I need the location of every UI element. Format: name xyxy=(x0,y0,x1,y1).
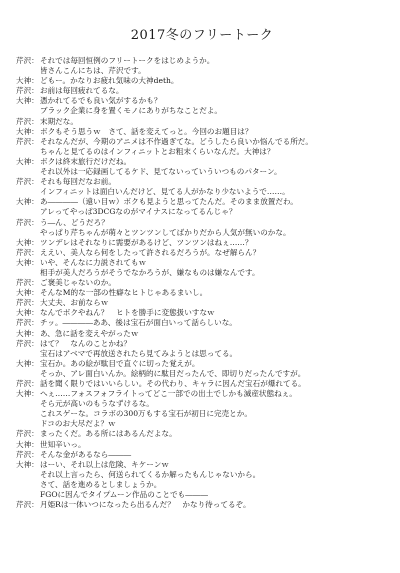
dialogue-text: アレってやっぱ3DCGなのがマイナスになってるんじゃ？ xyxy=(40,207,237,217)
speaker-label: 芹沢： xyxy=(16,177,39,187)
speaker-label: 大神： xyxy=(16,439,39,449)
dialogue-line xyxy=(16,470,388,480)
dialogue-line xyxy=(16,369,388,379)
dialogue-line xyxy=(16,389,388,399)
dialogue-line xyxy=(16,147,388,157)
dialogue-line xyxy=(16,399,388,409)
dialogue-line xyxy=(16,167,388,177)
dialogue-text: そっか、アレ面白いんか。絵柄的に駄目だったんで、即切りだったんですが。 xyxy=(40,368,306,378)
dialogue-text: 大丈夫、お前ならｗ xyxy=(40,298,109,308)
page-title: 2017冬のフリートーク xyxy=(130,28,274,43)
speaker-label: 大神： xyxy=(16,308,39,318)
speaker-label xyxy=(16,490,40,500)
dialogue-line xyxy=(16,187,388,197)
speaker-label: 大神： xyxy=(16,156,39,166)
dialogue-text: いや、そんなに力説されてもｗ xyxy=(40,257,147,267)
dialogue-line xyxy=(16,359,388,369)
speaker-label: 大神： xyxy=(16,96,39,106)
dialogue-text: FGOに因んでタイプムーン作品のことでも――― xyxy=(40,490,208,500)
speaker-label: 大神： xyxy=(16,257,39,267)
speaker-label xyxy=(16,369,40,379)
speaker-label: 大神： xyxy=(16,389,39,399)
dialogue-line xyxy=(16,349,388,359)
dialogue-line xyxy=(16,137,388,147)
dialogue-line xyxy=(16,56,388,66)
speaker-label: 芹沢： xyxy=(16,217,39,227)
dialogue-line xyxy=(16,278,388,288)
dialogue-line xyxy=(16,228,388,238)
dialogue-line xyxy=(16,329,388,339)
dialogue-line xyxy=(16,177,388,187)
dialogue-line xyxy=(16,207,388,217)
speaker-label: 芹沢： xyxy=(16,298,39,308)
dialogue-text: どもー。かなりお疲れ気味の大神deth。 xyxy=(40,76,179,86)
dialogue-line xyxy=(16,429,388,439)
dialogue-text: ブラック企業に身を置くモノにありがちなことだよ。 xyxy=(40,106,223,116)
dialogue-text: そら元が高いのもうなずけるな。 xyxy=(40,399,154,409)
dialogue-text: それでは毎回恒例のフリートークをはじめようか。 xyxy=(40,56,215,65)
dialogue-line xyxy=(16,268,388,278)
speaker-label xyxy=(16,399,40,409)
speaker-label: 大神： xyxy=(16,76,39,86)
dialogue-line xyxy=(16,490,388,500)
dialogue-text: ちゃんと見てるのはインフィニットとお粗末くらいなんだ。大神は？ xyxy=(40,146,275,156)
speaker-label: 芹沢： xyxy=(16,278,39,288)
dialogue-line xyxy=(16,308,388,318)
dialogue-text: そんなM的な一部の性癖なヒトじゃあるまいし。 xyxy=(40,288,208,298)
dialogue-text: さて、話を進めるとしましょうか。 xyxy=(40,479,162,489)
dialogue-text: お前は毎回疲れてるな。 xyxy=(40,86,124,96)
dialogue-text: チッ。――――ああ、後は宝石が面白いって話らしいな。 xyxy=(40,318,237,328)
dialogue-text: 憑かれてるでも良い気がするかも？ xyxy=(40,96,162,106)
dialogue-line xyxy=(16,450,388,460)
dialogue-line xyxy=(16,248,388,258)
dialogue-text: ツンデレはそれなりに需要があるけど、ツンツンはねぇ……？ xyxy=(40,237,253,247)
dialogue-line xyxy=(16,440,388,450)
dialogue-text: それも毎回だなお前。 xyxy=(40,177,116,187)
dialogue-line xyxy=(16,339,388,349)
dialogue-text: 話を聞く限りではいいらしい。その代わり、キャラに因んだ宝石が爆れてる。 xyxy=(40,379,306,388)
speaker-label xyxy=(16,349,40,359)
dialogue-text: はーい、それ以上は危険、キケーンｗ xyxy=(40,459,169,469)
speaker-label xyxy=(16,167,40,177)
dialogue-text: まったくだ。ある所にはあるんだよな。 xyxy=(40,429,177,439)
dialogue-line xyxy=(16,127,388,137)
dialogue-text: ボクは終末旅行だけだね。 xyxy=(40,156,132,166)
dialogue-text: ボクもそう思うｗ さて、話を変えてっと。今回のお題目は？ xyxy=(40,126,253,136)
dialogue-text: あ――――（遠い目ｗ）ボクも見ようと思ってたんだ。そのまま放置だわ。 xyxy=(40,197,298,207)
speaker-label xyxy=(16,419,40,429)
speaker-label: 大神： xyxy=(16,237,39,247)
dialogue-text: う―ん、どうだろ？ xyxy=(40,217,109,227)
speaker-label: 芹沢： xyxy=(16,500,39,510)
dialogue-line xyxy=(16,298,388,308)
speaker-label: 芹沢： xyxy=(16,338,39,348)
dialogue-text: 相手が美人だろうがそうでなかろうが、嫌なものは嫌なんです。 xyxy=(40,267,260,277)
dialogue-line xyxy=(16,157,388,167)
dialogue-text: はて？ なんのことかね？ xyxy=(40,338,132,348)
speaker-label xyxy=(16,409,40,419)
speaker-label: 大神： xyxy=(16,328,39,338)
dialogue-text: 末期だな。 xyxy=(40,116,78,126)
speaker-label: 芹沢： xyxy=(16,56,39,65)
dialogue-line xyxy=(16,66,388,76)
speaker-label: 芹沢： xyxy=(16,136,39,146)
dialogue-body xyxy=(16,56,388,510)
speaker-label: 芹沢： xyxy=(16,379,39,388)
dialogue-text: 世知辛いっ。 xyxy=(40,439,86,449)
dialogue-line xyxy=(16,117,388,127)
dialogue-line xyxy=(16,480,388,490)
dialogue-line xyxy=(16,258,388,268)
dialogue-line xyxy=(16,288,388,298)
dialogue-text: 皆さんこんにちは、芹沢です。 xyxy=(40,66,146,76)
dialogue-line xyxy=(16,218,388,228)
dialogue-line xyxy=(16,96,388,106)
dialogue-line xyxy=(16,419,388,429)
dialogue-text: そんな金があるなら――― xyxy=(40,449,132,459)
speaker-label: 芹沢： xyxy=(16,449,39,459)
dialogue-text: やっぱり芹ちゃんが萌々とツンツンしてばかりだから人気が無いのかな。 xyxy=(40,227,291,237)
dialogue-line xyxy=(16,409,388,419)
speaker-label xyxy=(16,147,40,157)
speaker-label: 芹沢： xyxy=(16,116,39,126)
dialogue-line xyxy=(16,197,388,207)
dialogue-text: それ以上言ったら、何送られてくるか解ったもんじゃないから。 xyxy=(40,469,261,479)
dialogue-text: 月姫Rは一体いつになったら出るんだ？ かなり待ってるぞ。 xyxy=(40,500,251,510)
dialogue-text: それなんだが、今期のアニメは不作過ぎてな。どうしたら良いか悩んでる所だ。 xyxy=(40,136,313,146)
dialogue-text: 宝石はアベマで再放送されたら見てみようとは思ってる。 xyxy=(40,348,238,358)
speaker-label xyxy=(16,207,40,217)
dialogue-text: これスゲーな。コラボの300万もする宝石が初日に完売とか。 xyxy=(40,409,252,419)
dialogue-line xyxy=(16,86,388,96)
speaker-label: 芹沢： xyxy=(16,86,39,96)
speaker-label xyxy=(16,66,40,76)
speaker-label: 芹沢： xyxy=(16,318,39,328)
dialogue-line xyxy=(16,379,388,389)
speaker-label: 大神： xyxy=(16,358,39,368)
dialogue-text: なんでボクやねん？ ヒトを勝手に変態扱いすなｗ xyxy=(40,308,215,318)
speaker-label: 大神： xyxy=(16,197,39,207)
speaker-label: 芹沢： xyxy=(16,429,39,439)
speaker-label: 大神： xyxy=(16,288,39,298)
dialogue-text: インフィニットは面白いんだけど、見てる人がかなり少ないようで……。 xyxy=(40,187,290,197)
speaker-label xyxy=(16,187,40,197)
dialogue-line xyxy=(16,500,388,510)
speaker-label: 大神： xyxy=(16,459,39,469)
speaker-label xyxy=(16,228,40,238)
dialogue-text: それ以外は一応録画してるケド、見てないっていういつものパターン。 xyxy=(40,167,282,177)
dialogue-line xyxy=(16,460,388,470)
dialogue-text: ご褒美じゃないのか。 xyxy=(40,278,116,288)
dialogue-text: あ、急に話を変えやがったｗ xyxy=(40,328,139,338)
dialogue-line xyxy=(16,76,388,86)
dialogue-text: 宝石か。あの絵が駄目で直ぐに切った覚えが。 xyxy=(40,358,200,368)
dialogue-line xyxy=(16,106,388,116)
dialogue-text: へぇ……フォスフォフライトってどこ一部での出土でしかも滅産状態ねぇ。 xyxy=(40,389,297,399)
speaker-label: 芹沢： xyxy=(16,247,39,257)
dialogue-line xyxy=(16,318,388,328)
dialogue-line xyxy=(16,238,388,248)
speaker-label xyxy=(16,470,40,480)
dialogue-text: ドコのお大尽だよ？ｗ xyxy=(40,419,116,429)
speaker-label xyxy=(16,106,40,116)
dialogue-text: ええい、美人なら何をしたって許されるだろうが。なぜ解らん？ xyxy=(40,247,261,257)
speaker-label: 大神： xyxy=(16,126,39,136)
speaker-label xyxy=(16,268,40,278)
speaker-label xyxy=(16,480,40,490)
